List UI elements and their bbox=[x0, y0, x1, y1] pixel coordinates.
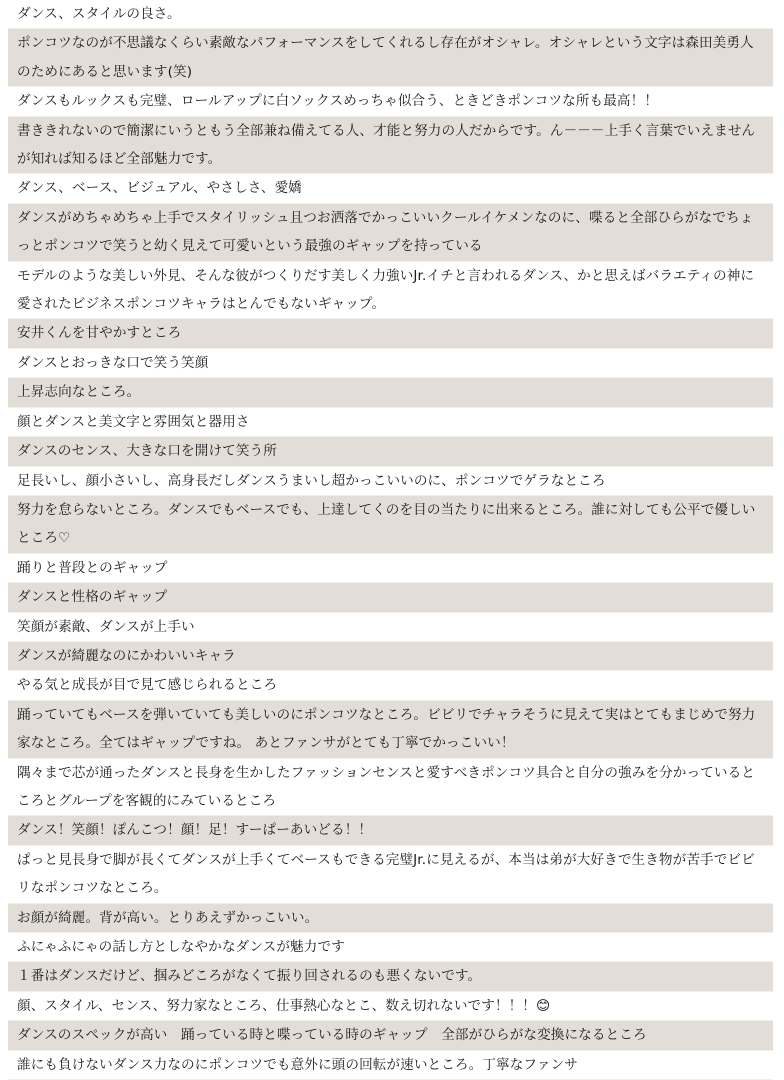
list-item: 顔とダンスと美文字と雰囲気と器用さ bbox=[8, 408, 773, 437]
list-item: ポンコツなのが不思議なくらい素敵なパフォーマンスをしてくれるし存在がオシャレ。オシャレという文字は森田美勇人のためにあると思います(笑) bbox=[8, 29, 773, 87]
list-item: お顔が綺麗。背が高い。とりあえずかっこいい。 bbox=[8, 904, 773, 933]
list-item: ダンスもルックスも完璧、ロールアップに白ソックスめっちゃ似合う、ときどきポンコツな所も最高！！ bbox=[8, 87, 773, 116]
comment-list bbox=[8, 0, 773, 1080]
list-item: 足長いし、顔小さいし、高身長だしダンスうまいし超かっこいいのに、ポンコツでゲラなところ bbox=[8, 467, 773, 496]
list-item: ダンス、ベース、ビジュアル、やさしさ、愛嬌 bbox=[8, 174, 773, 203]
list-item: やる気と成長が目で見て感じられるところ bbox=[8, 671, 773, 700]
list-item: ダンスと性格のギャップ bbox=[8, 583, 773, 612]
list-item: ダンスとおっきな口で笑う笑顔 bbox=[8, 349, 773, 378]
list-item: 隅々まで芯が通ったダンスと長身を生かしたファッションセンスと愛すべきポンコツ具合と自分の強みを分かっているところとグループを客観的にみているところ bbox=[8, 759, 773, 817]
list-item: 安井くんを甘やかすところ bbox=[8, 319, 773, 348]
list-item: 踊っていてもベースを弾いていても美しいのにポンコツなところ。ビビリでチャラそうに見えて実はとてもまじめで努力家なところ。全てはギャップですね。 あとファンサがとても丁寧でかっこいい！ bbox=[8, 701, 773, 759]
list-item: 顔、スタイル、センス、努力家なところ、仕事熱心なとこ、数え切れないです！！！😊 bbox=[8, 992, 773, 1021]
list-item: ダンスが綺麗なのにかわいいキャラ bbox=[8, 642, 773, 671]
list-item: 書ききれないので簡潔にいうともう全部兼ね備えてる人、才能と努力の人だからです。ん－－－上手く言葉でいえませんが知れば知るほど全部魅力です。 bbox=[8, 117, 773, 175]
list-item: ぱっと見長身で脚が長くてダンスが上手くてベースもできる完璧Jr.に見えるが、本当は弟が大好きで生き物が苦手でビビリなポンコツなところ。 bbox=[8, 846, 773, 904]
list-item: 努力を怠らないところ。ダンスでもベースでも、上達してくのを目の当たりに出来るところ。誰に対しても公平で優しいところ♡ bbox=[8, 496, 773, 554]
list-item: モデルのような美しい外見、そんな彼がつくりだす美しく力強いJr.イチと言われるダンス、かと思えばバラエティの神に愛されたビジネスポンコツキャラはとんでもないギャップ。 bbox=[8, 262, 773, 320]
list-item: ダンスがめちゃめちゃ上手でスタイリッシュ且つお洒落でかっこいいクールイケメンなのに、喋ると全部ひらがなでちょっとポンコツで笑うと幼く見えて可愛いという最強のギャップを持っている bbox=[8, 204, 773, 262]
list-item: ダンス、スタイルの良さ。 bbox=[8, 0, 773, 29]
list-item: 上昇志向なところ。 bbox=[8, 378, 773, 407]
list-item: ダンスのスペックが高い 踊っている時と喋っている時のギャップ 全部がひらがな変換になるところ bbox=[8, 1021, 773, 1050]
list-item: ふにゃふにゃの話し方としなやかなダンスが魅力です bbox=[8, 933, 773, 962]
list-item: １番はダンスだけど、掴みどころがなくて振り回されるのも悪くないです。 bbox=[8, 962, 773, 991]
list-item: 踊りと普段とのギャップ bbox=[8, 554, 773, 583]
list-item: 笑顔が素敵、ダンスが上手い bbox=[8, 613, 773, 642]
list-item: ダンス！笑顔！ぽんこつ！顔！足！すーぱーあいどる！！ bbox=[8, 816, 773, 845]
list-item: 誰にも負けないダンス力なのにポンコツでも意外に頭の回転が速いところ。丁寧なファンサ bbox=[8, 1051, 773, 1080]
list-item: ダンスのセンス、大きな口を開けて笑う所 bbox=[8, 437, 773, 466]
